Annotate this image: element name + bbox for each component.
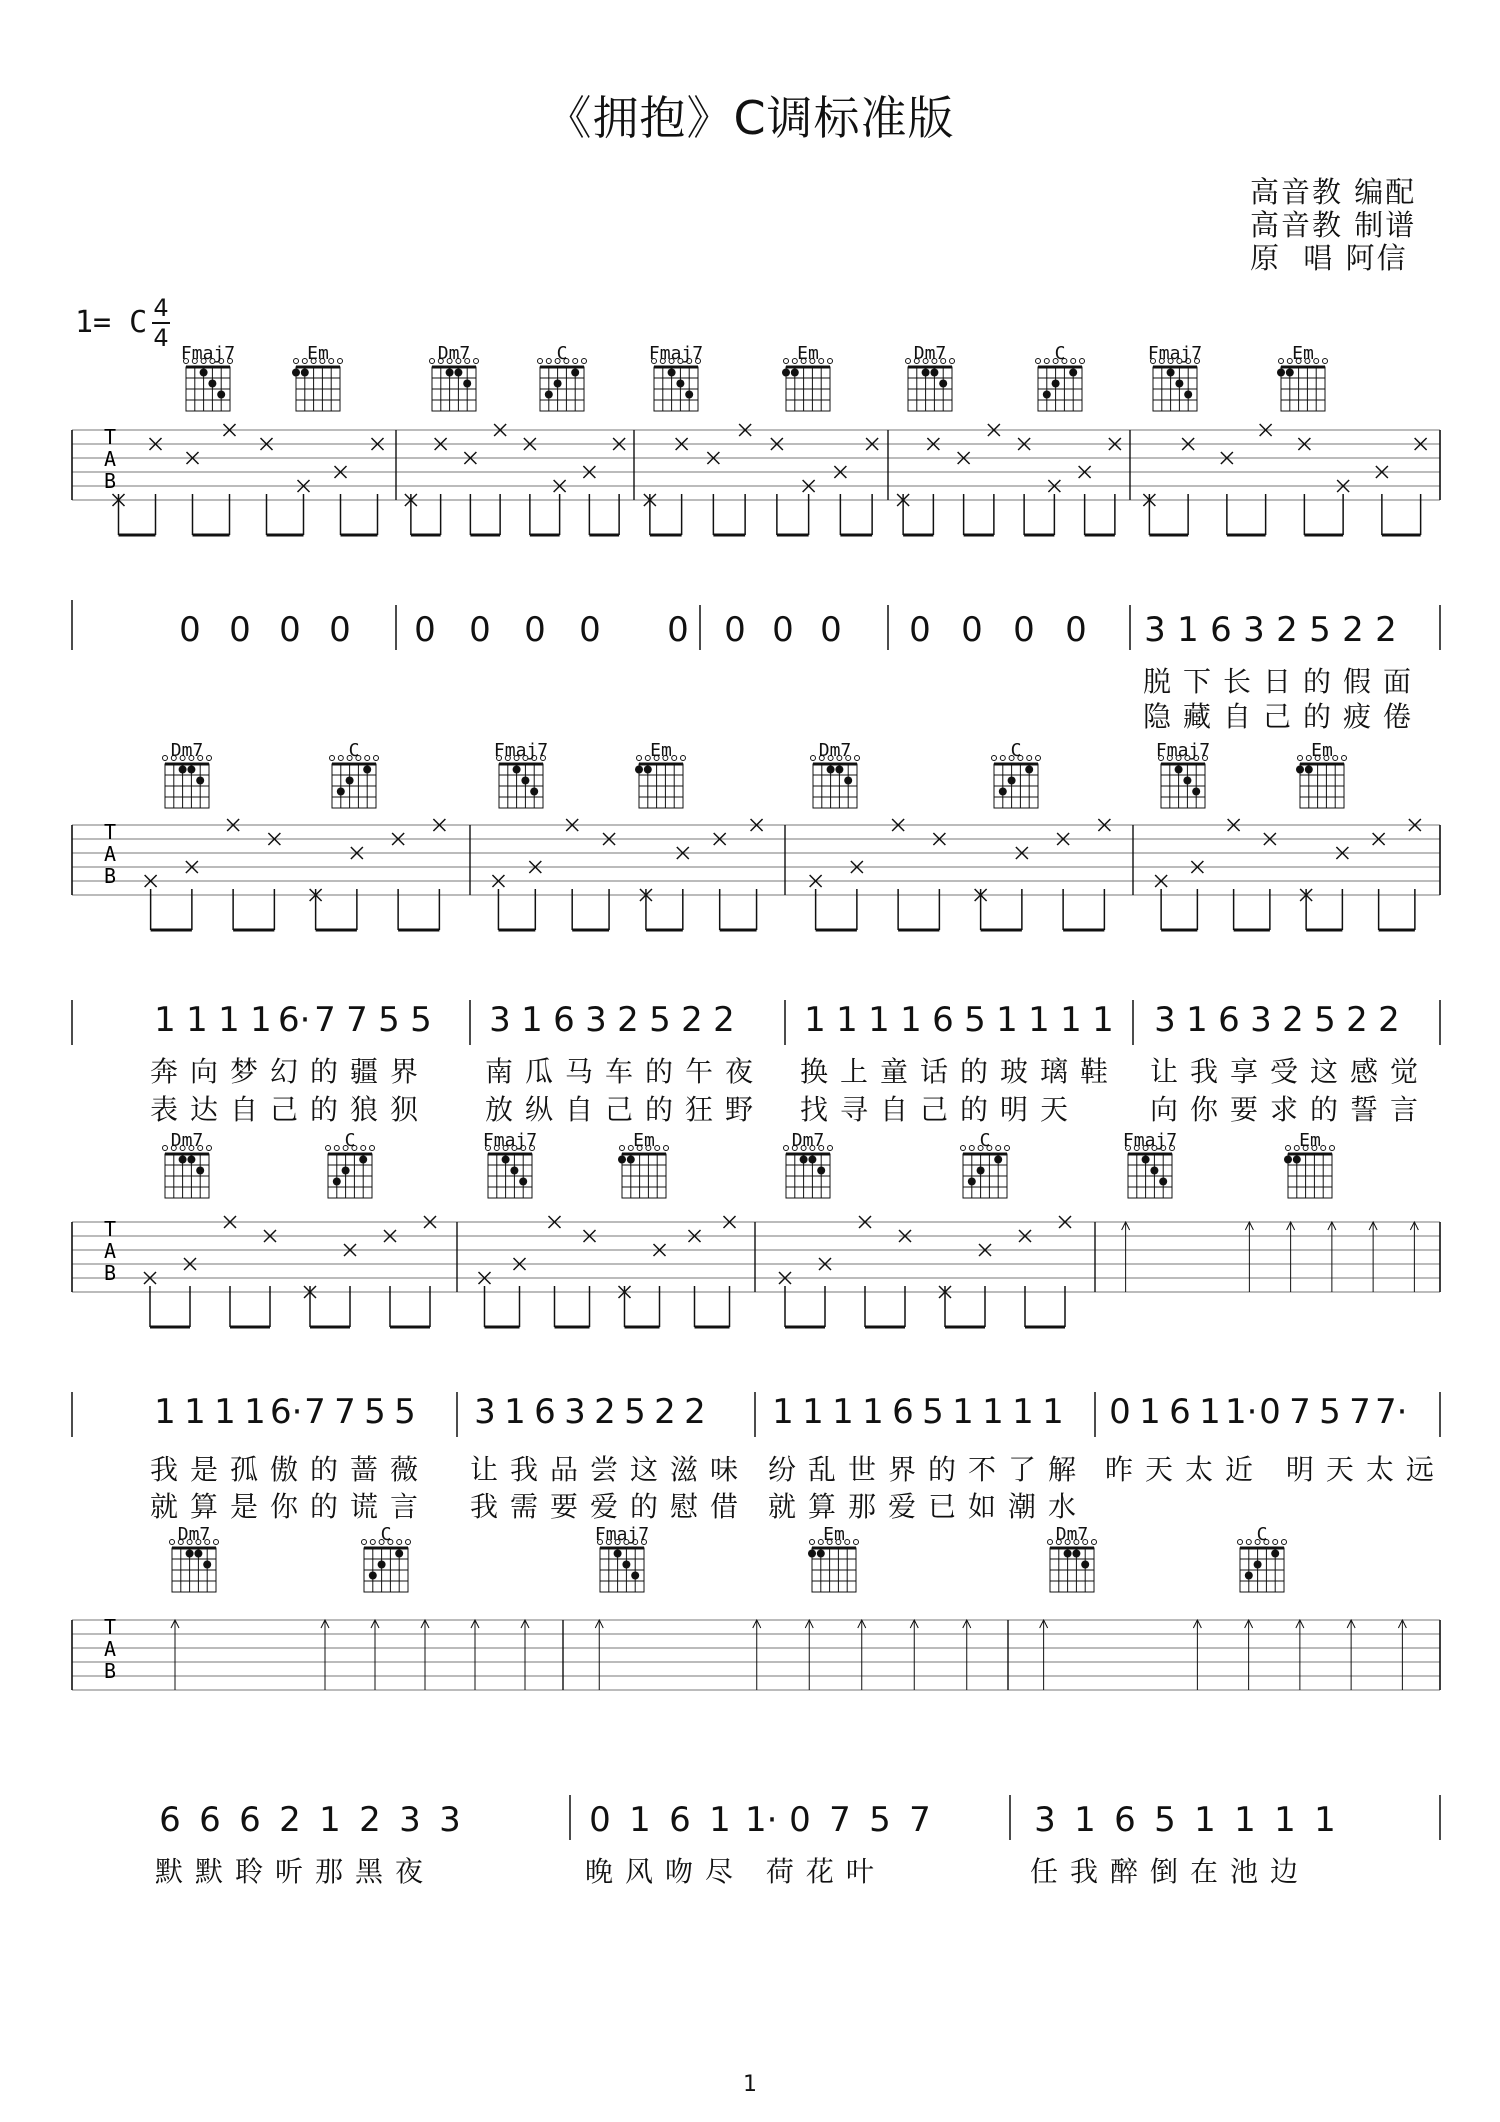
chord-dot [1192, 788, 1200, 796]
note-group: 1 [154, 1392, 176, 1432]
note-group: 2 [684, 1392, 706, 1432]
note-group: 1 [1234, 1800, 1256, 1840]
note-group: 2 [1282, 1000, 1304, 1040]
note-group: 1 [629, 1800, 651, 1840]
note-group: 5 [1154, 1800, 1176, 1840]
chord-name: Fmaj7 [482, 1130, 538, 1151]
note-group: 1 [1177, 610, 1199, 650]
chord-dot [1183, 777, 1191, 785]
chord-dot [808, 1550, 816, 1558]
chord-dot [627, 1156, 635, 1164]
note-group: 5 [1309, 610, 1331, 650]
chord-name: Dm7 [437, 343, 471, 364]
tab-letter: A [103, 447, 117, 471]
chord-dot [1175, 380, 1183, 388]
note-group: 1 [319, 1800, 341, 1840]
chord-dot [618, 1156, 626, 1164]
chord-dot [1184, 391, 1192, 399]
chord-dot [359, 1156, 367, 1164]
note-group: 1 [952, 1392, 974, 1432]
chord-dot [179, 766, 187, 774]
note-group: 2 [1375, 610, 1397, 650]
chord-dot [395, 1550, 403, 1558]
chord-dot [333, 1178, 341, 1186]
chord-dot [342, 1167, 350, 1175]
chord-dot [994, 1156, 1002, 1164]
note-group: 1 [521, 1000, 543, 1040]
note-group: 1 [154, 1000, 176, 1040]
lyric-line-1: 奔向梦幻的疆界 [150, 1055, 431, 1088]
chord-dot [1064, 1550, 1072, 1558]
note-group: 2 [1276, 610, 1298, 650]
note-group: 1 [900, 1000, 922, 1040]
chord-name: C [1256, 1524, 1268, 1545]
note-group: 1· [1225, 1392, 1258, 1432]
note-group: 1 [832, 1392, 854, 1432]
note-group: 0 [1065, 610, 1087, 650]
page-title: 《拥抱》C调标准版 [545, 91, 955, 145]
note-group: 6 [534, 1392, 556, 1432]
chord-dot [554, 380, 562, 388]
lyric-line-1: 让我享受这感觉 [1150, 1055, 1431, 1088]
note-group: 0 [772, 610, 794, 650]
chord-name: Dm7 [170, 1130, 204, 1151]
note-group: 6 [892, 1392, 914, 1432]
note-group: 1 [186, 1000, 208, 1040]
chord-dot [363, 766, 371, 774]
note-group: 1 [250, 1000, 272, 1040]
note-group: 6 [669, 1800, 691, 1840]
note-group: 5 [394, 1392, 416, 1432]
note-group: 6 [199, 1800, 221, 1840]
chord-name: Em [633, 1130, 655, 1151]
tab-letter: T [103, 1615, 117, 1639]
note-group: 3 [564, 1392, 586, 1432]
note-group: 7· [1375, 1392, 1408, 1432]
lyric-line-2: 我需要爱的慰借 [470, 1490, 751, 1523]
time-signature-bottom: 4 [153, 324, 169, 352]
tab-letter: T [103, 1217, 117, 1241]
note-group: 0 [1259, 1392, 1281, 1432]
page-number: 1 [743, 2072, 757, 2097]
tab-letter: B [103, 864, 117, 888]
chord-dot [844, 777, 852, 785]
note-group: 2 [279, 1800, 301, 1840]
chord-dot [502, 1156, 510, 1164]
chord-dot [622, 1561, 630, 1569]
chord-dot [930, 369, 938, 377]
note-group: 1· [745, 1800, 778, 1840]
note-group: 2 [1378, 1000, 1400, 1040]
chord-dot [644, 766, 652, 774]
note-group: 5 [1314, 1000, 1336, 1040]
note-group: 6 [1114, 1800, 1136, 1840]
lyric-line-2: 找寻自己的明天 [800, 1093, 1081, 1126]
chord-dot [200, 369, 208, 377]
note-group: 1 [1314, 1800, 1336, 1840]
credit-arranger: 高音教 编配 [1250, 175, 1417, 209]
chord-dot [513, 766, 521, 774]
chord-dot [676, 380, 684, 388]
chord-name: Fmaj7 [1122, 1130, 1178, 1151]
chord-dot [521, 777, 529, 785]
chord-name: C [348, 740, 360, 761]
lyric-line-1: 昨天太近 明天太远 [1105, 1453, 1446, 1486]
note-group: 3 [399, 1800, 421, 1840]
note-group: 5 [869, 1800, 891, 1840]
note-group: 6 [932, 1000, 954, 1040]
chord-dot [800, 1156, 808, 1164]
chord-dot [939, 380, 947, 388]
chord-name: C [380, 1524, 392, 1545]
chord-dot [1008, 777, 1016, 785]
tab-letter: B [103, 469, 117, 493]
note-group: 3 [1034, 1800, 1056, 1840]
note-group: 1 [862, 1392, 884, 1432]
chord-dot [378, 1561, 386, 1569]
note-group: 5 [922, 1392, 944, 1432]
lyric-line-1: 让我品尝这滋味 [470, 1453, 751, 1486]
note-group: 5 [378, 1000, 400, 1040]
chord-dot [968, 1178, 976, 1186]
chord-dot [1142, 1156, 1150, 1164]
lyric-line-1: 默默聆听那黑夜 [155, 1855, 436, 1888]
lyric-line-1: 换上童话的玻璃鞋 [800, 1055, 1121, 1088]
lyric-line-1: 任我醉倒在池边 [1030, 1855, 1311, 1888]
note-group: 5 [364, 1392, 386, 1432]
note-group: 1 [1194, 1800, 1216, 1840]
chord-dot [196, 1167, 204, 1175]
note-group: 1 [1012, 1392, 1034, 1432]
note-group: 0 [279, 610, 301, 650]
lyric-line-2: 放纵自己的狂野 [485, 1093, 766, 1126]
note-group: 0 [469, 610, 491, 650]
chord-name: Fmaj7 [1155, 740, 1211, 761]
note-group: 2 [617, 1000, 639, 1040]
lyric-line-2: 隐藏自己的疲倦 [1143, 700, 1424, 733]
note-group: 0 [667, 610, 689, 650]
note-group: 1 [218, 1000, 240, 1040]
chord-dot [635, 766, 643, 774]
note-group: 7 [334, 1392, 356, 1432]
note-group: 5 [624, 1392, 646, 1432]
chord-name: C [1010, 740, 1022, 761]
note-group: 0 [524, 610, 546, 650]
note-group: 5 [964, 1000, 986, 1040]
chord-name: Dm7 [177, 1524, 211, 1545]
note-group: 7 [1289, 1392, 1311, 1432]
note-group: 0 [820, 610, 842, 650]
chord-name: Em [1311, 740, 1333, 761]
note-group: 0 [329, 610, 351, 650]
note-group: 6 [1210, 610, 1232, 650]
note-group: 7 [314, 1000, 336, 1040]
chord-dot [835, 766, 843, 774]
tab-letter: A [103, 1239, 117, 1263]
chord-dot [187, 766, 195, 774]
lyric-line-2: 就算那爱已如潮水 [768, 1490, 1089, 1523]
chord-name: C [979, 1130, 991, 1151]
credit-original-singer: 原 唱 阿信 [1250, 241, 1408, 275]
note-group: 1 [1139, 1392, 1161, 1432]
note-group: 2 [681, 1000, 703, 1040]
chord-dot [1305, 766, 1313, 774]
note-group: 0 [789, 1800, 811, 1840]
chord-dot [1284, 1156, 1292, 1164]
chord-dot [817, 1550, 825, 1558]
note-group: 1 [868, 1000, 890, 1040]
chord-dot [1072, 1550, 1080, 1558]
note-group: 1 [1274, 1800, 1296, 1840]
chord-dot [203, 1561, 211, 1569]
tab-letter: T [103, 820, 117, 844]
chord-dot [186, 1550, 194, 1558]
note-group: 0 [724, 610, 746, 650]
lyric-line-1: 南瓜马车的午夜 [485, 1055, 766, 1088]
note-group: 1 [244, 1392, 266, 1432]
note-group: 7 [829, 1800, 851, 1840]
note-group: 7 [1349, 1392, 1371, 1432]
chord-name: Em [1299, 1130, 1321, 1151]
note-group: 2 [359, 1800, 381, 1840]
chord-dot [1254, 1561, 1262, 1569]
note-group: 3 [439, 1800, 461, 1840]
chord-dot [346, 777, 354, 785]
note-group: 3 [1154, 1000, 1176, 1040]
chord-dot [196, 777, 204, 785]
chord-dot [1175, 766, 1183, 774]
note-group: 0 [909, 610, 931, 650]
note-group: 1 [804, 1000, 826, 1040]
lyric-line-1: 纷乱世界的不了解 [768, 1453, 1089, 1486]
time-signature-top: 4 [153, 294, 169, 322]
note-group: 6· [270, 1392, 303, 1432]
note-group: 1 [1186, 1000, 1208, 1040]
chord-dot [1069, 369, 1077, 377]
chord-name: C [344, 1130, 356, 1151]
tab-letter: A [103, 842, 117, 866]
note-group: 2 [654, 1392, 676, 1432]
note-group: 6 [159, 1800, 181, 1840]
chord-dot [999, 788, 1007, 796]
note-group: 1 [802, 1392, 824, 1432]
note-group: 1 [772, 1392, 794, 1432]
note-group: 3 [489, 1000, 511, 1040]
chord-dot [369, 1572, 377, 1580]
chord-dot [454, 369, 462, 377]
lyric-line-2: 表达自己的狼狈 [150, 1093, 431, 1126]
chord-name: Dm7 [791, 1130, 825, 1151]
note-group: 1 [836, 1000, 858, 1040]
note-group: 1 [214, 1392, 236, 1432]
chord-dot [337, 788, 345, 796]
chord-dot [1277, 369, 1285, 377]
chord-dot [510, 1167, 518, 1175]
chord-dot [1271, 1550, 1279, 1558]
chord-dot [519, 1178, 527, 1186]
chord-dot [179, 1156, 187, 1164]
lyric-line-1: 晚风吻尽 荷花叶 [585, 1855, 886, 1888]
chord-dot [463, 380, 471, 388]
note-group: 6 [239, 1800, 261, 1840]
chord-dot [827, 766, 835, 774]
chord-dot [1167, 369, 1175, 377]
chord-name: Dm7 [818, 740, 852, 761]
chord-dot [194, 1550, 202, 1558]
note-group: 7 [304, 1392, 326, 1432]
chord-dot [301, 369, 309, 377]
chord-name: Em [1292, 343, 1314, 364]
note-group: 7 [346, 1000, 368, 1040]
note-group: 2 [1346, 1000, 1368, 1040]
tab-letter: B [103, 1261, 117, 1285]
chord-name: Fmaj7 [1147, 343, 1203, 364]
note-group: 6 [553, 1000, 575, 1040]
chord-name: C [556, 343, 568, 364]
chord-dot [977, 1167, 985, 1175]
note-group: 0 [1013, 610, 1035, 650]
key-signature: 1= C [75, 305, 148, 340]
chord-name: Em [650, 740, 672, 761]
chord-name: C [1054, 343, 1066, 364]
note-group: 3 [474, 1392, 496, 1432]
chord-dot [1159, 1178, 1167, 1186]
chord-dot [1052, 380, 1060, 388]
note-group: 2 [713, 1000, 735, 1040]
note-group: 7 [909, 1800, 931, 1840]
note-group: 3 [585, 1000, 607, 1040]
note-group: 6 [1169, 1392, 1191, 1432]
chord-dot [1043, 391, 1051, 399]
note-group: 3 [1144, 610, 1166, 650]
note-group: 1 [504, 1392, 526, 1432]
credit-transcriber: 高音教 制谱 [1250, 208, 1417, 242]
chord-dot [446, 369, 454, 377]
note-group: 1 [1074, 1800, 1096, 1840]
chord-name: Dm7 [913, 343, 947, 364]
chord-dot [545, 391, 553, 399]
note-group: 1 [1060, 1000, 1082, 1040]
chord-name: Dm7 [1055, 1524, 1089, 1545]
lyric-line-1: 我是孤傲的蔷薇 [150, 1453, 431, 1486]
note-group: 6 [1218, 1000, 1240, 1040]
chord-dot [571, 369, 579, 377]
chord-dot [208, 380, 216, 388]
chord-dot [217, 391, 225, 399]
chord-dot [1025, 766, 1033, 774]
chord-name: Em [823, 1524, 845, 1545]
note-group: 1 [184, 1392, 206, 1432]
chord-dot [1296, 766, 1304, 774]
note-group: 2 [594, 1392, 616, 1432]
note-group: 1 [1028, 1000, 1050, 1040]
lyric-line-2: 向你要求的誓言 [1150, 1093, 1431, 1126]
chord-dot [614, 1550, 622, 1558]
note-group: 0 [179, 610, 201, 650]
note-group: 0 [1109, 1392, 1131, 1432]
note-group: 2 [1342, 610, 1364, 650]
note-group: 1 [1199, 1392, 1221, 1432]
chord-name: Fmaj7 [180, 343, 236, 364]
tab-letter: T [103, 425, 117, 449]
chord-dot [808, 1156, 816, 1164]
chord-dot [685, 391, 693, 399]
note-group: 1 [709, 1800, 731, 1840]
chord-dot [631, 1572, 639, 1580]
note-group: 5 [649, 1000, 671, 1040]
chord-name: Dm7 [170, 740, 204, 761]
note-group: 3 [1243, 610, 1265, 650]
lyric-line-2: 就算是你的谎言 [150, 1490, 431, 1523]
chord-dot [1081, 1561, 1089, 1569]
chord-dot [791, 369, 799, 377]
chord-dot [922, 369, 930, 377]
chord-dot [1150, 1167, 1158, 1175]
chord-dot [292, 369, 300, 377]
note-group: 0 [579, 610, 601, 650]
chord-dot [782, 369, 790, 377]
chord-dot [530, 788, 538, 796]
note-group: 0 [589, 1800, 611, 1840]
note-group: 5 [410, 1000, 432, 1040]
note-group: 1 [1042, 1392, 1064, 1432]
chord-dot [1293, 1156, 1301, 1164]
note-group: 0 [961, 610, 983, 650]
chord-dot [1245, 1572, 1253, 1580]
tab-letter: A [103, 1637, 117, 1661]
note-group: 6· [278, 1000, 311, 1040]
chord-dot [187, 1156, 195, 1164]
chord-name: Fmaj7 [493, 740, 549, 761]
note-group: 1 [996, 1000, 1018, 1040]
chord-name: Em [797, 343, 819, 364]
note-group: 0 [229, 610, 251, 650]
note-group: 1 [1092, 1000, 1114, 1040]
chord-name: Em [307, 343, 329, 364]
chord-dot [817, 1167, 825, 1175]
chord-name: Fmaj7 [594, 1524, 650, 1545]
note-group: 3 [1250, 1000, 1272, 1040]
note-group: 0 [414, 610, 436, 650]
lyric-line-1: 脱下长日的假面 [1143, 665, 1424, 698]
chord-dot [668, 369, 676, 377]
note-group: 5 [1319, 1392, 1341, 1432]
chord-dot [1286, 369, 1294, 377]
note-group: 1 [982, 1392, 1004, 1432]
chord-name: Fmaj7 [648, 343, 704, 364]
tab-letter: B [103, 1659, 117, 1683]
